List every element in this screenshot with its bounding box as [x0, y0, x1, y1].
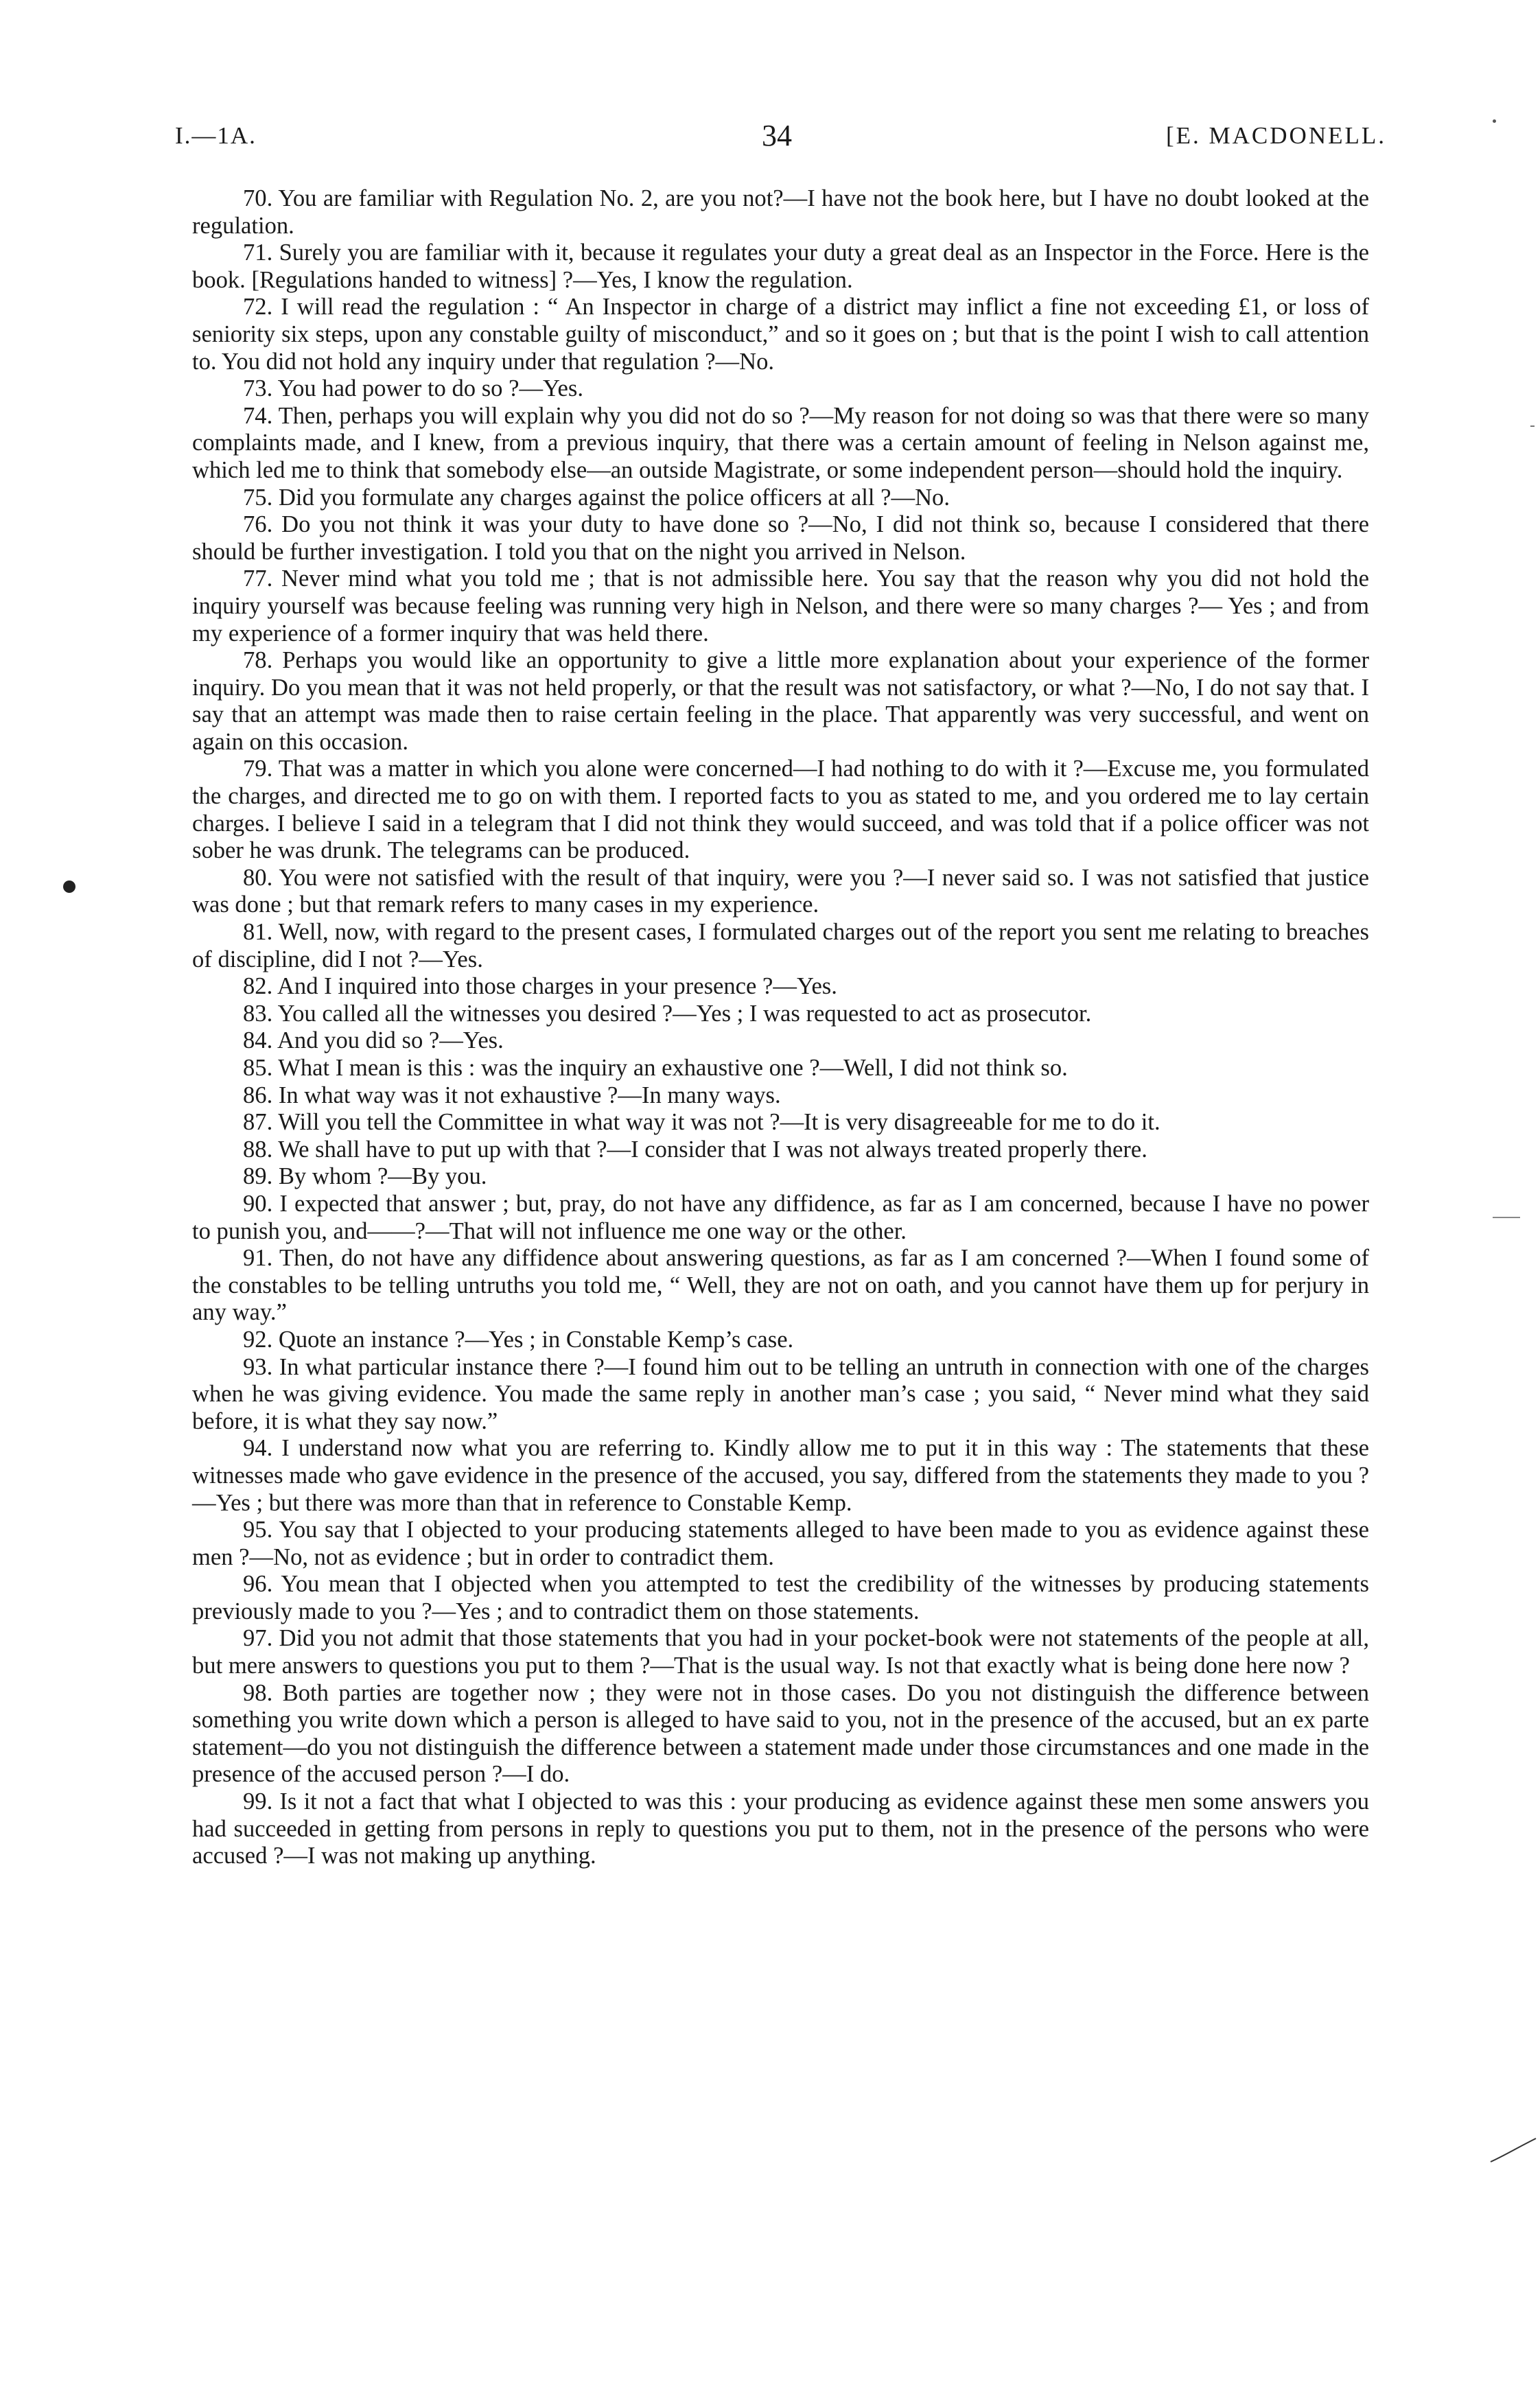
- paragraph-98: 98. Both parties are together now ; they were not in those cases. Do you not distinguish the difference between something you write down which a person is alleged to have said to you, not in the presence of the accused, but an ex parte statement—do you not distinguish the difference between a statement made under those circumstances and one made in the presence of the accused person ?—I do.: [192, 1679, 1369, 1788]
- header-reference: I.—1A.: [175, 122, 257, 149]
- header-witness-name: [E. MACDONELL.: [1166, 122, 1386, 149]
- paragraph-71: 71. Surely you are familiar with it, because it regulates your duty a great deal as an Inspector in the Force. Here is the book. [Regulations handed to witness] ?—Yes, I know the regulation.: [192, 240, 1369, 293]
- paragraph-92: 92. Quote an instance ?—Yes ; in Constable Kemp’s case.: [243, 1326, 794, 1353]
- speck-mark: [1493, 119, 1496, 123]
- paragraph-91: 91. Then, do not have any diffidence about answering questions, as far as I am concerned ?—When I found some of the constables to be telling untruths you told me, “ Well, they are not on oath, and you cannot have them up for perjury in any way.”: [192, 1245, 1369, 1326]
- paragraph-78: 78. Perhaps you would like an opportunity to give a little more explanation about your experience of the former inquiry. Do you mean that it was not held properly, or that the result was not satisfactory, or what ?—No, I do not say that. I say that an attempt was made then to raise certain feeling in the place. That apparently was very successful, and went on again on this occasion.: [192, 647, 1369, 755]
- paragraph-79: 79. That was a matter in which you alone were concerned—I had nothing to do with it ?—Excuse me, you formulated the charges, and directed me to go on with them. I reported facts to you as stated to me, and you ordered me to lay certain charges. I believe I said in a telegram that I did not think they would succeed, and was told that if a police officer was not sober he was drunk. The telegrams can be produced.: [192, 756, 1369, 864]
- paragraph-83: 83. You called all the witnesses you desired ?—Yes ; I was requested to act as prosecutor.: [243, 1000, 1092, 1027]
- paragraph-70: 70. You are familiar with Regulation No. 2, are you not?—I have not the book here, but I have no doubt looked at the regulation.: [192, 185, 1369, 239]
- paragraph-88: 88. We shall have to put up with that ?—I consider that I was not always treated properly there.: [243, 1136, 1147, 1163]
- paragraph-86: 86. In what way was it not exhaustive ?—In many ways.: [243, 1082, 781, 1108]
- paragraph-95: 95. You say that I objected to your producing statements alleged to have been made to you as evidence against these men ?—No, not as evidence ; but in order to contradict them.: [192, 1517, 1369, 1570]
- paragraph-77: 77. Never mind what you told me ; that is not admissible here. You say that the reason why you did not hold the inquiry yourself was because feeling was running very high in Nelson, and there were so many charges ?— Yes ; and from my experience of a former inquiry that was held there.: [192, 565, 1369, 646]
- paragraph-93: 93. In what particular instance there ?—I found him out to be telling an untruth in connection with one of the charges when he was giving evidence. You made the same reply in another man’s case ; you said, “ Never mind what they said before, it is what they say now.”: [192, 1353, 1369, 1434]
- paragraph-80: 80. You were not satisfied with the result of that inquiry, were you ?—I never said so. I was not satisfied that justice was done ; but that remark refers to many cases in my experience.: [192, 864, 1369, 918]
- paragraph-90: 90. I expected that answer ; but, pray, do not have any diffidence, as far as I am concerned, because I have no power to punish you, and——?—That will not influence me one way or the other.: [192, 1190, 1369, 1244]
- paragraph-99: 99. Is it not a fact that what I objected to was this : your producing as evidence against these men some answers you had succeeded in getting from persons in reply to questions you put to them, not in the presence of the persons who were accused ?—I was not making up anything.: [192, 1788, 1369, 1869]
- paragraph-76: 76. Do you not think it was your duty to have done so ?—No, I did not think so, because I considered that there should be further investigation. I told you that on the night you arrived in Nelson.: [192, 511, 1369, 565]
- paragraph-73: 73. You had power to do so ?—Yes.: [243, 375, 583, 402]
- margin-dash-mark: [1493, 1217, 1520, 1218]
- paragraph-75: 75. Did you formulate any charges against the police officers at all ?—No.: [243, 484, 950, 511]
- paragraph-84: 84. And you did so ?—Yes.: [243, 1027, 504, 1054]
- paragraph-74: 74. Then, perhaps you will explain why you did not do so ?—My reason for not doing so was that there were so many complaints made, and I knew, from a previous inquiry, that there was a certain amount of feeling in Nelson against me, which led me to think that somebody else—an outside Magistrate, or some independent person—should hold the inquiry.: [192, 402, 1369, 483]
- page-number: 34: [762, 119, 792, 152]
- page-header: [175, 119, 1386, 163]
- paragraph-81: 81. Well, now, with regard to the present cases, I formulated charges out of the report you sent me relating to breaches of discipline, did I not ?—Yes.: [192, 919, 1369, 972]
- paragraph-96: 96. You mean that I objected when you attempted to test the credibility of the witnesses by producing statements previously made to you ?—Yes ; and to contradict them on those statements.: [192, 1571, 1369, 1624]
- paragraph-87: 87. Will you tell the Committee in what way it was not ?—It is very disagreeable for me to do it.: [243, 1109, 1160, 1136]
- testimony-body: [192, 185, 1369, 1870]
- paragraph-94: 94. I understand now what you are referring to. Kindly allow me to put it in this way : The statements that these witnesses made who gave evidence in the presence of the accused, you say, differed from the statements they made to you ?—Yes ; but there was more than that in reference to Constable Kemp.: [192, 1435, 1369, 1516]
- margin-tick-mark: [1530, 425, 1535, 427]
- paragraph-72: 72. I will read the regulation : “ An Inspector in charge of a district may inflict a fine not exceeding £1, or loss of seniority six steps, upon any constable guilty of misconduct,” and so it goes on ; but that is the point I wish to call attention to. You did not hold any inquiry under that regulation ?—No.: [192, 294, 1369, 375]
- paragraph-82: 82. And I inquired into those charges in your presence ?—Yes.: [243, 973, 837, 1000]
- paragraph-85: 85. What I mean is this : was the inquiry an exhaustive one ?—Well, I did not think so.: [243, 1055, 1068, 1081]
- pen-stroke-mark: [1489, 2136, 1537, 2163]
- ink-blot-mark: [63, 880, 75, 893]
- paragraph-97: 97. Did you not admit that those statements that you had in your pocket-book were not statements of the people at all, but mere answers to questions you put to them ?—That is the usual way. Is not that exactly what is being done here now ?: [192, 1625, 1369, 1679]
- paragraph-89: 89. By whom ?—By you.: [243, 1163, 487, 1190]
